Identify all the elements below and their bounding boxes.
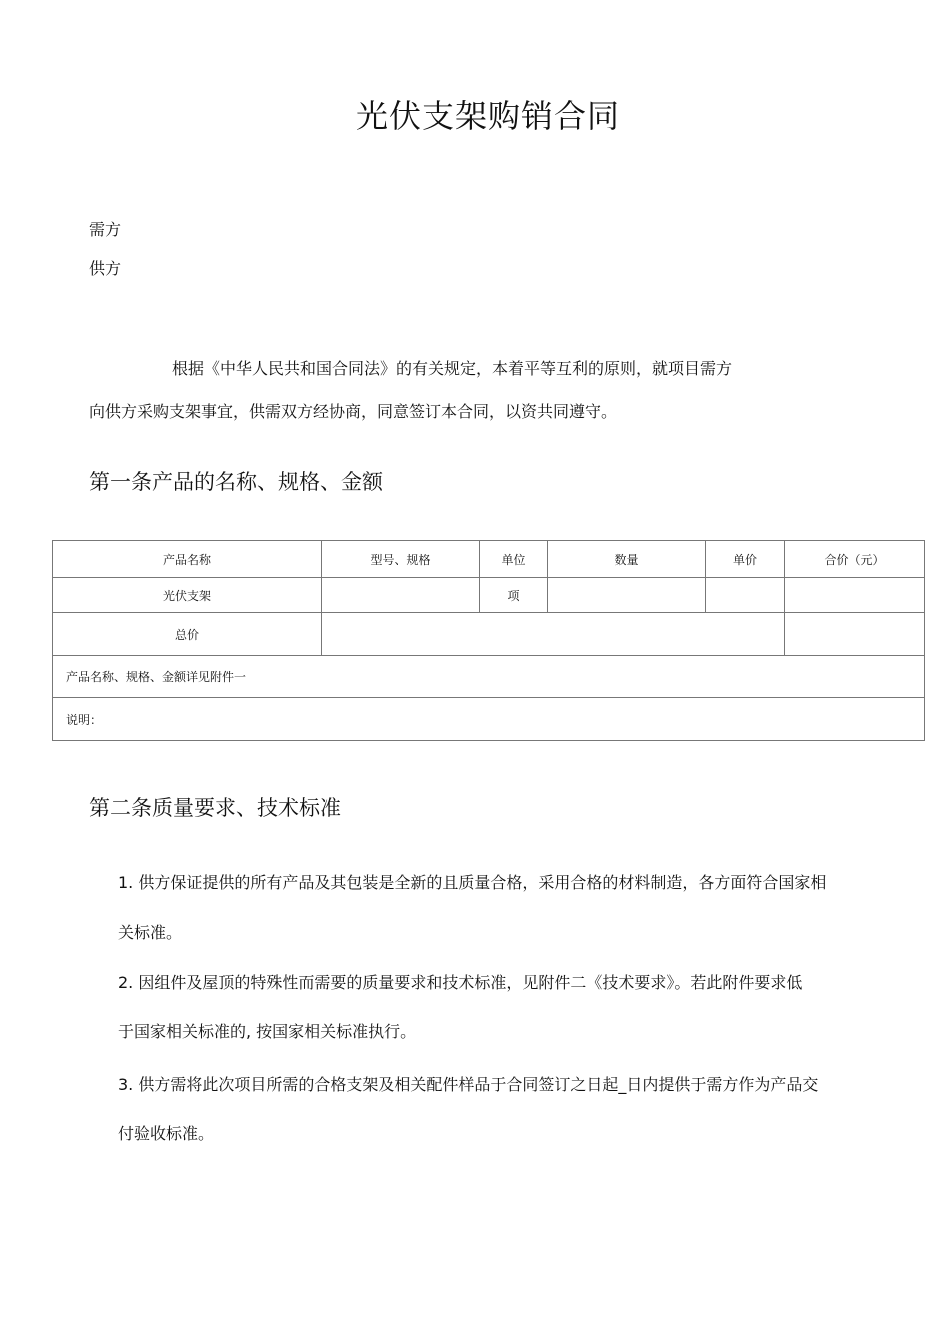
table-header-row [53,541,925,578]
document-title: 光伏支架购销合同 [355,97,620,135]
table-remark: 说明： [53,698,925,741]
cell-product-name: 光伏支架 [53,578,322,613]
preamble-line-2: 向供方采购支架事宜，供需双方经协商，同意签订本合同，以资共同遵守。 [89,402,618,421]
article-2-heading: 第二条质量要求、技术标准 [89,796,341,820]
header-model-spec: 型号、规格 [322,541,480,578]
cell-amount [785,578,925,613]
total-label: 总价 [53,613,322,656]
seller-label: 供方 [89,259,122,278]
header-product-name: 产品名称 [53,541,322,578]
header-amount: 合价（元） [785,541,925,578]
remark-row [53,698,925,741]
cell-unit-price [706,578,785,613]
product-table [52,540,925,741]
cell-quantity [548,578,706,613]
article-1-heading: 第一条产品的名称、规格、金额 [89,470,383,494]
article-2-item-3-line-2: 付验收标准。 [118,1124,215,1143]
article-2-item-2-line-2: 于国家相关标准的, 按国家相关标准执行。 [118,1022,417,1041]
total-value-cell [322,613,785,656]
table-row [53,578,925,613]
article-2-item-3-line-1: 3. 供方需将此次项目所需的合格支架及相关配件样品于合同签订之日起_日内提供于需方作为产品交 [118,1075,819,1094]
total-amount-cell [785,613,925,656]
preamble-line-1: 根据《中华人民共和国合同法》的有关规定，本着平等互利的原则，就项目需方 [172,359,733,378]
cell-unit: 项 [480,578,548,613]
note-row [53,656,925,698]
header-unit-price: 单价 [706,541,785,578]
header-quantity: 数量 [548,541,706,578]
article-2-item-1-line-1: 1. 供方保证提供的所有产品及其包装是全新的且质量合格，采用合格的材料制造，各方面符合国家相 [118,873,827,892]
buyer-label: 需方 [89,220,122,239]
table-note: 产品名称、规格、金额详见附件一 [53,656,925,698]
total-row [53,613,925,656]
cell-model-spec [322,578,480,613]
article-2-item-2-line-1: 2. 因组件及屋顶的特殊性而需要的质量要求和技术标准，见附件二《技术要求》。若此附件要求低 [118,973,803,992]
article-2-item-1-line-2: 关标准。 [118,923,183,942]
header-unit: 单位 [480,541,548,578]
